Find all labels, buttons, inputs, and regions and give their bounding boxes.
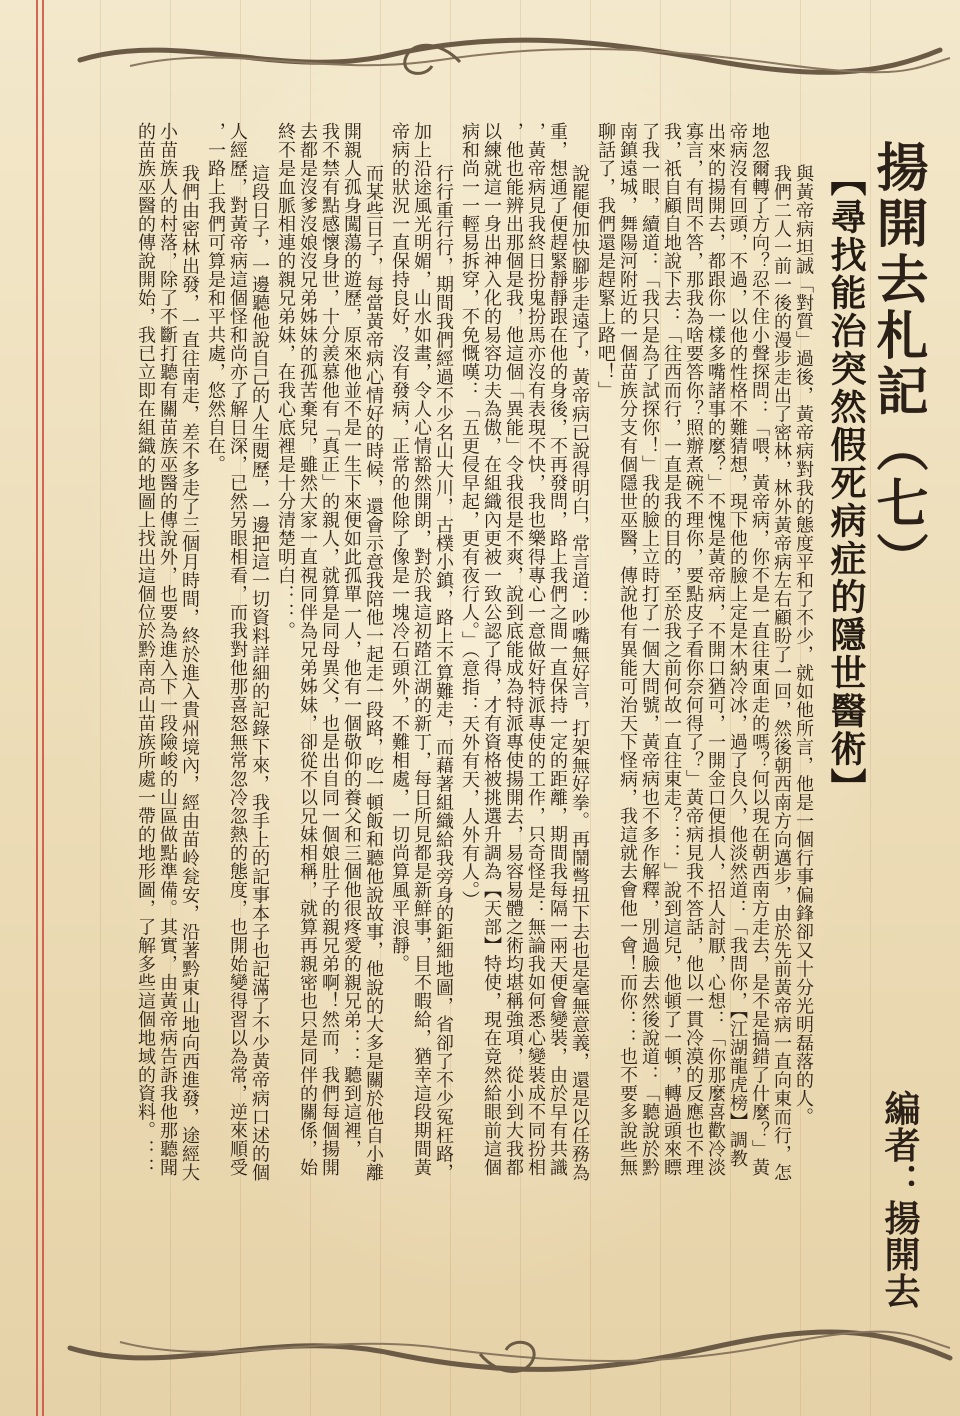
top-scroll-decoration [60, 20, 960, 90]
body-column: ，他也能辨出那個是我，他這個「異能」令我很是不爽，說到底能成為特派專使揚開去，易容易體之術均堪稱強項，從小到大我都 [503, 122, 524, 1177]
body-column: 我不禁有點感懷身世，十分羨慕他有「真正」的親人，就算是同母異父，也是出自同一個娘肚子的親兄弟啊！然而，我們每個揚開 [319, 122, 340, 1177]
body-column: 而某些日子，每當黃帝病心情好的時候，還會示意我陪他一起走一段路，吃一頓飯和聽他說故事，他說的大多是關於他自小離 [363, 164, 384, 1182]
page-subtitle: 【尋找能治突然假死病症的隱世醫術】 [825, 160, 867, 806]
body-column: 地忽爾轉了方向？忍不住小聲探問：「喂，黃帝病，你不是一直往東面走的嗎？何以現在朝西南方走去，是不是搞錯了什麼？」黃 [749, 122, 770, 1177]
red-margin-line [42, 0, 44, 1416]
body-column: 人經歷，對黃帝病這個怪和尚亦了解日深，已然另眼相看，而我對他那喜怒無常忽冷忽熱的態度，也開始變得習以為常，逆來順受 [227, 122, 248, 1177]
body-column: 寡言，有問不答，那我為啥要答你？照辦煮碗不理你，要點皮子看你奈何得了？」黃帝病見我不答話，他以一貫冷漠的反應也不理 [683, 122, 704, 1177]
body-column: 聊話了，我們還是趕緊上路吧！」 [595, 122, 616, 400]
body-column: 開親人孤身闖蕩的遊歷，原來他並不是一生下來便如此孤單一人，他有一個敬仰的養父和三個他很疼愛的親兄弟：：聽到這裡， [341, 122, 362, 1158]
bottom-scroll-decoration [60, 1318, 960, 1388]
body-column: 這段日子，一邊聽他說自己的人生閱歷，一邊把這一切資料詳細的記錄下來，我手上的記事本子也記滿了不少黃帝病口述的個 [249, 164, 270, 1182]
body-column: 我們二人一前一後的漫步走出了密林，林外黃帝病左右顧盼了一回，然後朝西南方向邁步，由於先前黃帝病一直向東而行，怎 [771, 164, 792, 1182]
body-column: 終不是血脈相連的親兄弟妹，在我心底裡是十分清楚明白：：。 [275, 122, 296, 640]
body-column: 去都是沒爹沒娘沒兄弟姊妹的孤苦棄兒，雖然大家一直視同伴為兄弟姊妹，卻從不以兄妹相稱，就算再親密也只是同伴的關係，始 [297, 122, 318, 1177]
body-column: 與黃帝病坦誠「對質」過後，黃帝病對我的態度平和了不少，就如他所言，他是一個行事偏鋒卻又十分光明磊落的人。 [793, 164, 814, 1126]
body-column: 說罷便加快腳步走遠了，黃帝病已說得明白，常言道：吵嘴無好言，打架無好拳。再鬧彆扭下去也是毫無意義，還是以任務為 [569, 164, 590, 1182]
body-column: 加上沿途風光明媚，山水如畫，令人心情豁然開朗，對於我這初踏江湖的新丁，每日所見都是新鮮事，目不暇給，猶幸這段期間黃 [411, 122, 432, 1177]
body-column: 行行重行行，期間我們經過不少名山大川，古樸小鎮，路上不算難走，而藉著組織給我旁身的鉅細地圖，省卻了不少冤枉路， [433, 164, 454, 1182]
body-column: 出來的揚開去，都跟你一樣多嘴諸事的麼？」不愧是黃帝病，不開口猶可，一開金口便損人，招人討厭，心想：「你那麼喜歡冷淡 [705, 122, 726, 1177]
body-column: 病和尚一一輕易拆穿，不免慨嘆：「五更侵早起，更有夜行人。」（意指：天外有天，人外有人。） [459, 122, 480, 909]
body-column: 帝病沒有回頭，不過，以他的性格不難猜想，現下他的臉上定是木納冷冰，過了良久，他淡然道：「我問你，【江湖龍虎榜】調教 [727, 122, 748, 1168]
body-column: 南鎮遠城，舞陽河附近的一個苗族分支有個隱世巫醫，傳說他有異能可治天下怪病，我這就去會他一會！而你：：也不要多說些無 [617, 122, 638, 1177]
body-column: 我，祇自顧自地說下去：「往西而行，一直是我的目的，至於我之前何故一直往東走？：：」說到這兒，他頓了一頓，轉過頭來瞟 [661, 122, 682, 1177]
body-column: 以練就這一身出神入化的易容功夫為傲，在組織內更被一致公認了得，才有資格被挑選升調為【天部】特使，現在竟然給眼前這個 [481, 122, 502, 1177]
red-margin-line [36, 0, 38, 1416]
body-column: 我們由密林出發，一直往南走，差不多走了三個月時間，終於進入貴州境內，經由苗岭瓮安，沿著黔東山地向西進發，途經大 [179, 164, 200, 1182]
body-column: 小苗族人的村落，除了不斷打聽有關苗族巫醫的傳說外，也要為進入下一段險峻的山區做點準備。其實，由黃帝病告訴我他那聽聞 [157, 122, 178, 1177]
author-credit: 編者：揚開去 [879, 1090, 921, 1309]
body-column: ，黃帝病見我終日扮鬼扮馬亦沒有表現不快，我也樂得專心一意做好特派專使的工作，只奇怪是：無論我如何悉心變裝成不同扮相 [525, 122, 546, 1177]
grid-line [100, 0, 101, 1416]
page-title: 揚開去札記（七） [867, 140, 928, 588]
body-column: 的苗族巫醫的傳說開始，我已立即在組織的地圖上找出這個位於黔南高山苗族所處一帶的地形圖，了解多些這個地域的資料。：： [135, 122, 156, 1177]
body-column: 了我一眼，續道：「我只是為了試探你！」我的臉上立時打了一個大問號，黃帝病也不多作解釋，別過臉去然後說道：「聽說於黔 [639, 122, 660, 1177]
body-column: ，一路上我們可算是和平共處，悠然自在。 [205, 122, 226, 474]
body-column: 帝病的狀況一直保持良好，沒有發病，正常的他除了像是一塊冷石頭外，不難相處，一切尚算風平浪靜。 [389, 122, 410, 973]
body-column: 重，想通了便趕緊靜靜跟在他的身後，不再發問，路上我們之間一直保持一定的距離，期間我每隔一兩天便會變裝，由於早有共識 [547, 122, 568, 1177]
